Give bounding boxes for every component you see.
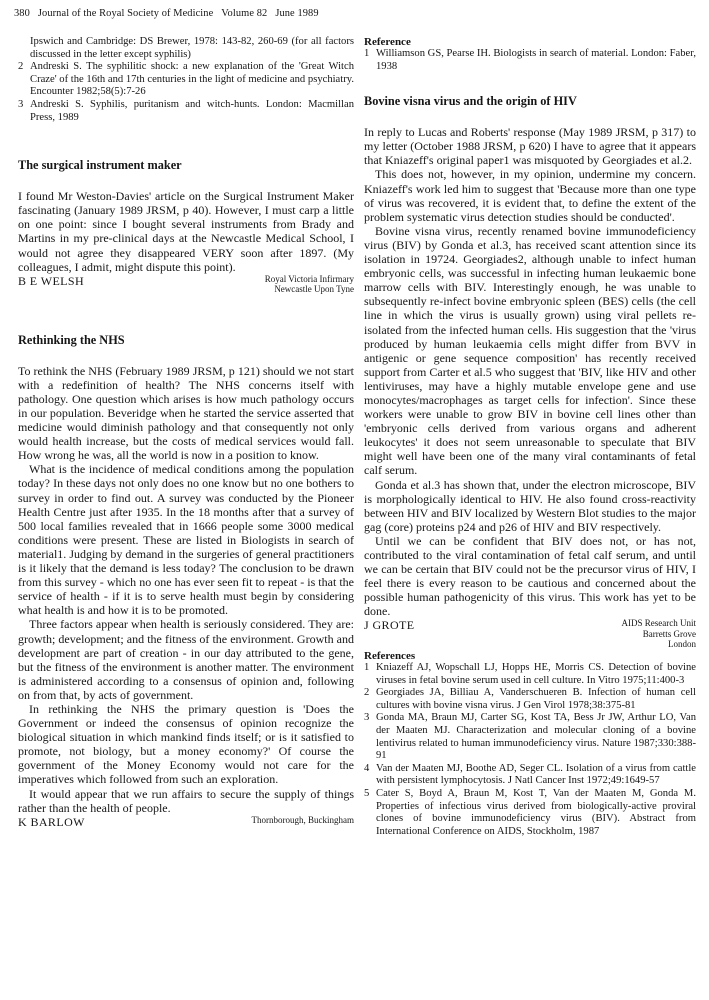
article-title-surgical-instrument-maker: The surgical instrument maker <box>18 158 182 173</box>
journal-volume: Volume 82 <box>221 8 268 19</box>
signature-block <box>364 618 696 650</box>
letter-paragraph: In reply to Lucas and Roberts' response (May 1989 JRSM, p 317) to my letter (October 1988 JRSM, p 620) I have to agree that it appears that Kniazeff's original paper1 was misquoted by Georgiades et al.2. <box>364 125 696 168</box>
affiliation-line: AIDS Research Unit <box>621 618 696 629</box>
letter-paragraph: Three factors appear when health is seriously considered. They are: growth; development; and the fitness of the environment. Growth and development are part of creation - in our day attributed to the gene, but the fitness of the environment is another matter. The environment is administered according to a consensus of opinion and, following on from that, by acts of government. <box>18 617 354 702</box>
article-title-rethinking-nhs: Rethinking the NHS <box>18 332 125 347</box>
author-name: B E WELSH <box>18 273 85 288</box>
reference-number: 5 <box>364 787 370 799</box>
reference-text: Van der Maaten MJ, Boothe AD, Seger CL. Isolation of a virus from cattle with persistent lymphocytosis. J Natl Cancer Inst 1972;49:1649-57 <box>376 762 696 787</box>
affiliation-line: Newcastle Upon Tyne <box>274 284 354 295</box>
affiliation-line: London <box>668 639 696 650</box>
reference-item <box>364 687 696 712</box>
reference-item <box>18 61 354 99</box>
letter-paragraph: Bovine visna virus, recently renamed bovine immunodeficiency virus (BIV) by Gonda et al.3, has received scant attention since its isolation in 19724. Georgiades2, although unable to infect human embryonic cells, was successful in infecting human leukaemic bone marrow cells with BIV. Interestingly enough, he was unable to subsequently re-infect bovine embryonic spleen (BES) cells (the cell line in which the virus is usually grown) using viral pellets re-isolated from the infected human cells. His suggestion that the 'virus produced by human leukaemia cells might differ from BVV in antigenic or gene sequence composition' has recently received support from Carter et al.5 who suggest that 'BIV, like HIV and other lentiviruses, may have a highly mutable envelope gene and use monocytes/macrophages as target cells for infection'. Since these workers were unable to grow BIV in bovine cell lines other than 'embryonic cells derived from various organs and adherent leukocytes' it does not seem unreasonable to speculate that BIV might well have been one of the many viral contaminants of fetal calf serum. <box>364 223 696 478</box>
reference-item <box>364 662 696 687</box>
reference-item <box>18 99 354 124</box>
author-affiliation: Thornborough, Buckingham <box>251 814 354 825</box>
reference-text: Andreski S. The syphilitic shock: a new explanation of the 'Great Witch Craze' of the 16th and 17th centuries in the light of medicine and psychiatry. Encounter 1982;58(5):7-26 <box>30 61 354 98</box>
reference-text: Cater S, Boyd A, Braun M, Kost T, Van der Maaten M, Gonda M. Properties of infectious virus derived from biologically-active proviral clones of bovine immunodeficiency virus (BIV). Abstract from International Conference on AIDS, Stockholm, 1987 <box>376 787 696 837</box>
reference-item <box>364 48 696 73</box>
reference-number: 2 <box>18 61 24 73</box>
reference-item <box>364 712 696 762</box>
signature-block <box>18 815 354 829</box>
author-name: J GROTE <box>364 618 415 633</box>
reference-text: Gonda MA, Braun MJ, Carter SG, Kost TA, Bess Jr JW, Arthur LO, Van der Maaten MJ. Characterization and molecular cloning of a bovine lentivirus related to human immunodeficiency virus. Nature 1987;330:388-91 <box>376 712 696 762</box>
reference-text: Ipswich and Cambridge: DS Brewer, 1978: 143-82, 260-69 (for all factors discussed in the letter except syphilis) <box>30 36 354 60</box>
author-name: K BARLOW <box>18 814 85 829</box>
right-column <box>364 36 696 838</box>
letter-paragraph: In rethinking the NHS the primary question is 'Does the Government or indeed the consensus of opinion recognize the biological situation in which mankind finds itself; or is it satisfied to promote, not biology, but a money economy?' Of course the government of the Money Economy would not care for the imperatives which followed from such an exploration. <box>18 701 354 787</box>
reference-number: 1 <box>364 48 370 59</box>
references-heading: References <box>364 649 416 662</box>
running-head <box>14 8 694 19</box>
references-heading: Reference <box>364 36 411 48</box>
reference-number <box>18 36 30 61</box>
reference-text: Kniazeff AJ, Wopschall LJ, Hopps HE, Morris CS. Detection of bovine viruses in fetal bovine serum used in cell culture. In Vitro 1975;11:400-3 <box>376 661 696 686</box>
author-affiliation <box>622 618 696 650</box>
reference-number: 4 <box>364 762 370 774</box>
reference-text: Williamson GS, Pearse IH. Biologists in search of material. London: Faber, 1938 <box>376 48 696 72</box>
reference-item <box>364 763 696 788</box>
affiliation-line: Barretts Grove <box>642 628 696 639</box>
reference-list-continued <box>18 36 354 124</box>
reference-number: 3 <box>18 98 24 110</box>
letter-paragraph: Gonda et al.3 has shown that, under the electron microscope, BIV is morphologically identical to HIV. He also found cross-reactivity between HIV and BIV localized by Western Blot studies to the major gag (core) proteins p24 and p26 of HIV and BIV respectively. <box>364 477 696 534</box>
reference-text: Georgiades JA, Billiau A, Vanderschueren B. Infection of human cell cultures with bovine visna virus. J Gen Virol 1978;38:375-81 <box>376 687 696 711</box>
letter-paragraph: This does not, however, in my opinion, undermine my concern. Kniazeff's work led him to suggest that 'Because more than one type of virus was recovered, it is evident that, to define the extent of the problem systematic virus detection studies should be conducted'. <box>364 167 696 224</box>
affiliation-line: Royal Victoria Infirmary <box>264 273 354 284</box>
reference-item <box>364 788 696 838</box>
letter-paragraph: What is the incidence of medical conditions among the population today? In these days not only does no one know but no one bothers to survey in order to find out. A survey was conducted by the Pioneer Health Centre just after 1935. In the 18 months after that a survey of 500 local families revealed that in 1666 people some 3000 medical conditions were present. These are listed in Biologists in search of material1. Judging by demand in the surgeries of general practitioners is it likely that the demand is less today? The conclusion to be drawn from this survey - which no one has ever seen fit to repeat - is that the service of health - if it is to serve health must begin by considering what health is and how it is to be promoted. <box>18 462 354 618</box>
reference-text: Andreski S. Syphilis, puritanism and witch-hunts. London: Macmillan Press, 1989 <box>30 98 354 123</box>
letter-paragraph: To rethink the NHS (February 1989 JRSM, p 121) should we not start with a redefinition of health? The NHS concerns itself with pathology. One question which arises is how much pathology occurs in our population. Beveridge when he started the service asserted that medicine would diminish pathology and that consequently not only would health increase, but the costs of medical services would fall. How wrong he was, all the world is now in a position to know. <box>18 363 354 463</box>
letter-paragraph: Until we can be confident that BIV does not, or has not, contributed to the viral contamination of fetal calf serum, and until we can be certain that BIV could not be the precursor virus of HIV, I feel there is every reason to be cautious and concerned about the possible human pathogenicity of this virus. This work has yet to be done. <box>364 533 696 619</box>
reference-list <box>364 662 696 838</box>
left-column <box>18 36 354 829</box>
reference-number: 2 <box>364 687 370 699</box>
letter-body: I found Mr Weston-Davies' article on the Surgical Instrument Maker fascinating (January 1989 JRSM, p 40). However, I must carp a little on one point: since I bought several instruments from Brady and Martins in my pre-clinical days at the Newcastle Medical School, I would not agree they disappeared VERY soon after 1897. (My colleagues, I admit, might dispute this point). <box>18 189 354 274</box>
reference-item <box>18 36 354 61</box>
reference-number: 1 <box>364 661 370 673</box>
signature-block <box>18 274 354 295</box>
reference-list <box>364 48 696 73</box>
page-number: 380 <box>14 8 30 19</box>
journal-title: Journal of the Royal Society of Medicine <box>37 8 214 19</box>
article-title-bovine-visna-virus: Bovine visna virus and the origin of HIV <box>364 94 577 109</box>
letter-paragraph: It would appear that we run affairs to secure the supply of things rather than the health of people. <box>18 786 354 815</box>
journal-date: June 1989 <box>275 8 319 19</box>
reference-number: 3 <box>364 712 370 724</box>
author-affiliation <box>265 274 354 295</box>
